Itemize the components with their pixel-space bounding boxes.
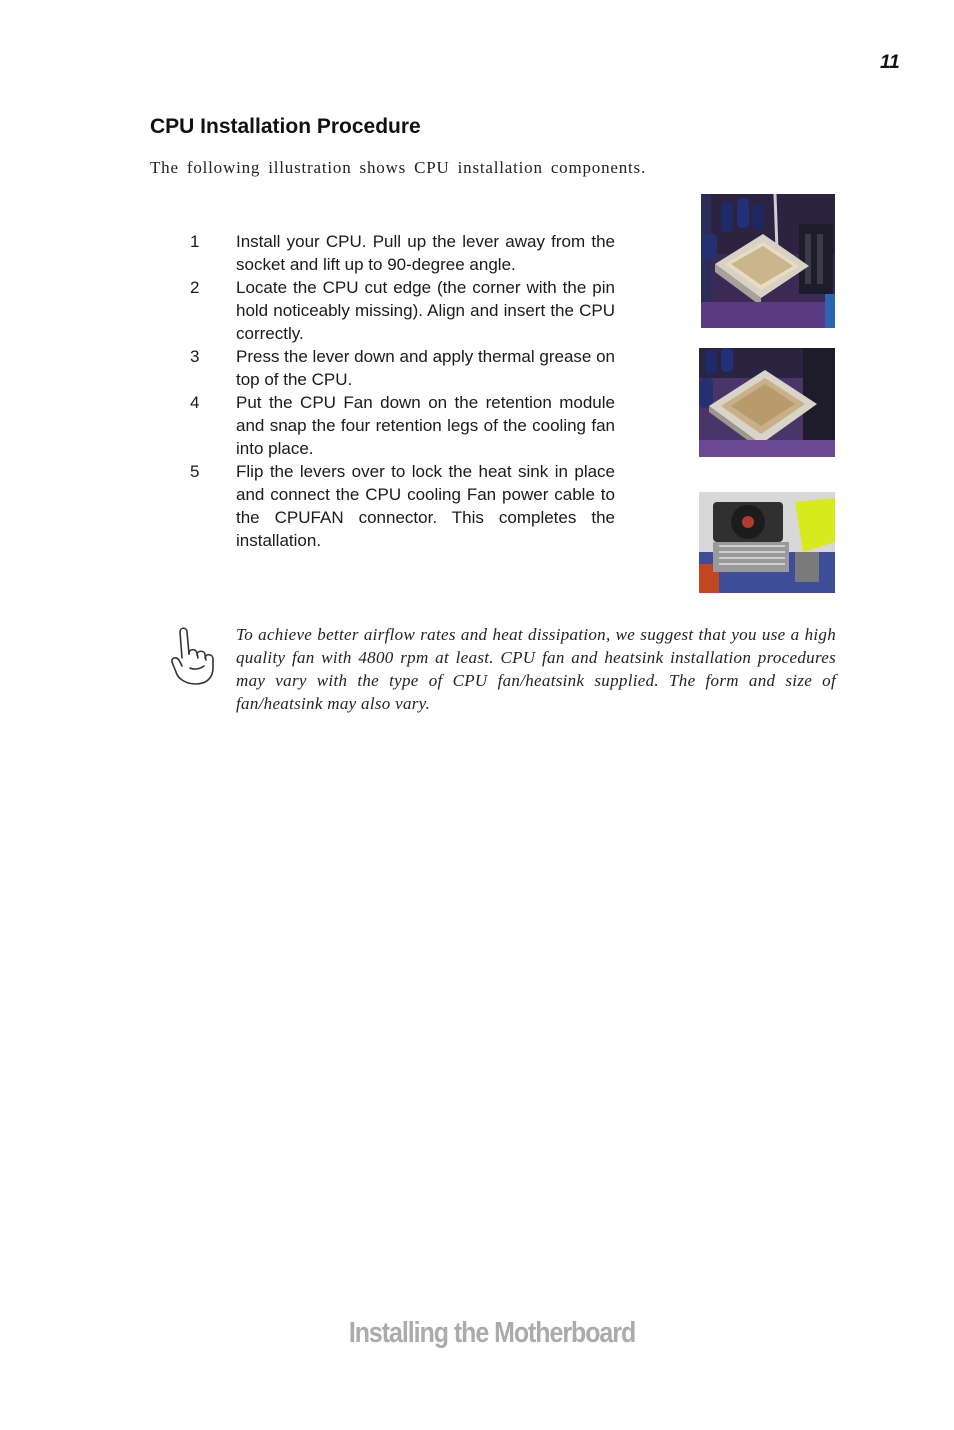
step-number: 1 [190,232,200,251]
step-number: 2 [190,278,200,297]
page-number: 11 [880,52,900,73]
step-1 [190,230,615,276]
section-title: CPU Installation Procedure [150,115,421,138]
intro-text: The following illustration shows CPU installation components. [150,158,647,177]
step-number: 4 [190,393,200,412]
step-4 [190,391,615,460]
pointing-hand-icon [166,624,222,690]
step-text: Put the CPU Fan down on the retention module and snap the four retention legs of the cooling fan into place. [236,393,615,458]
step-3 [190,345,615,391]
step-2 [190,276,615,345]
step-5 [190,460,615,552]
cpu-thermal-grease-photo [699,348,835,457]
step-number: 3 [190,347,200,366]
step-text: Flip the levers over to lock the heat sink in place and connect the CPU cooling Fan power cable to the CPUFAN connector. This completes the installation. [236,462,615,550]
step-text: Locate the CPU cut edge (the corner with the pin hold noticeably missing). Align and insert the CPU correctly. [236,278,615,343]
cpu-fan-installed-photo [699,492,835,593]
footer-chapter-title: Installing the Motherboard [348,1317,636,1349]
cpu-socket-lever-photo [701,194,835,328]
step-text: Install your CPU. Pull up the lever away from the socket and lift up to 90-degree angle. [236,232,615,274]
step-text: Press the lever down and apply thermal grease on top of the CPU. [236,347,615,389]
note-text: To achieve better airflow rates and heat dissipation, we suggest that you use a high quality fan with 4800 rpm at least. CPU fan and heatsink installation procedures may vary with the type of CPU fan/heatsink supplied. The form and size of fan/heatsink may also vary. [236,625,836,713]
step-number: 5 [190,462,200,481]
installation-steps [190,230,615,552]
